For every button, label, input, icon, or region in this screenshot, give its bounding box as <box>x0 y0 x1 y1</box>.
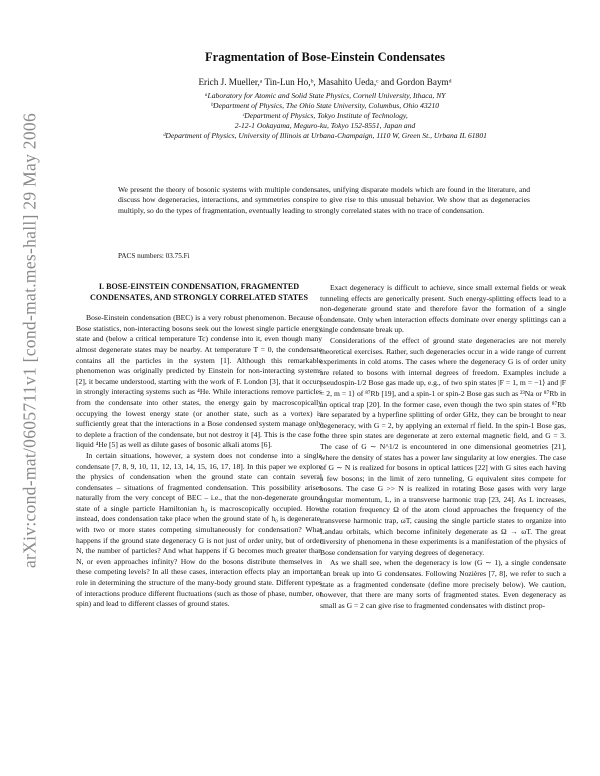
paragraph: Exact degeneracy is difficult to achieve, since small external fields or weak tunneling effects are generically present. Such energy-splitting effects lead to a non-degenerate ground state and therefore favor the formation of a single condensate. Only when interaction effects dominate over energy splittings can a single condensate break up. <box>320 283 566 335</box>
paragraph: As we shall see, when the degeneracy is low (G ∼ 1), a single condensate can break up into G condensates. Following Nozières [7, 8], we refer to such a state as a fragmented condensate (define more precisely below). We caution, however, that there are many sorts of fragmented states. Even degeneracy as small as G = 2 can give rise to fragmented condensates with distinct prop- <box>320 558 566 610</box>
affiliation-tokyo-address: 2-12-1 Ookayama, Meguro-ku, Tokyo 152-8551, Japan and <box>234 121 416 130</box>
paragraph: Bose-Einstein condensation (BEC) is a very robust phenomenon. Because of Bose statistics, non-interacting bosons seek out the lowest single particle energy state and (below a critical temperature Tc) condense into it, even though many almost degenerate states may be nearby. At temperature T = 0, the condensate contains all the particles in the system [1]. Although this remarkable phenomenon was originally predicted by Einstein for non-interacting systems [2], it became understood, starting with the work of F. London [3], that it occurs in strongly interacting systems such as ⁴He. While interactions remove particles from the condensate into other states, the energy gain by macroscopically occupying the lowest energy state (or another state, such as a vortex) is sufficiently great that the interactions in a Bose condensed system manage only to deplete a fraction of the condensate, but not destroy it [4]. This is the case for liquid ⁴He [5] as well as dilute gases of bosonic alkali atoms [6]. <box>76 313 322 450</box>
paragraph: Considerations of the effect of ground state degeneracies are not merely theoretical exercises. Rather, such degeneracies occur in a wide range of current experiments in cold atoms. The cases where the degeneracy G is of order unity are related to bosons with internal degrees of freedom. Examples include a pseudospin-1/2 Bose gas made up, e.g., of two spin states |F = 1, m = −1⟩ and |F = 2, m = 1⟩ of ⁸⁷Rb [19], and a spin-1 or spin-2 Bose gas such as ²³Na or ⁸⁷Rb in an optical trap [20]. In the former case, even though the two spin states of ⁸⁷Rb are separated by a hyperfine splitting of order GHz, they can be brought to near degeneracy, with G = 2, by applying an external rf field. In the spin-1 Bose gas, the three spin states are degenerate at zero external magnetic field, and G = 3. The case of G ∼ N^1/2 is encountered in one dimensional geometries [21], where the density of states has a power law singularity at low energies. The case of G ∼ N is realized for bosons in optical lattices [22] with G sites each having a few bosons; in the limit of zero tunneling, G equivalent sites compete for bosons. The case G >> N is realized in rotating Bose gases with very large angular momentum, L, in a transverse harmonic trap [23, 24]. As L increases, the rotation frequency Ω of the atom cloud approaches the frequency of the transverse harmonic trap, ωT, causing the single particle states to organize into Landau orbitals, which become infinitely degenerate as Ω → ωT. The great diversity of phenomena in these experiments is a manifestation of the physics of Bose condensation for varying degrees of degeneracy. <box>320 335 566 557</box>
paper-title: Fragmentation of Bose-Einstein Condensates <box>205 50 445 64</box>
arxiv-identifier: arXiv:cond-mat/0605711v1 [cond-mat.mes-hall] 29 May 2006 <box>19 113 40 569</box>
affiliation-ohio-state: ᵇDepartment of Physics, The Ohio State University, Columbus, Ohio 43210 <box>210 101 440 110</box>
arxiv-sidebar-stamp <box>10 40 50 660</box>
paragraph: In certain situations, however, a system does not condense into a single condensate [7, 8, 9, 10, 11, 12, 13, 14, 15, 16, 17, 18]. In this paper we explore the physics of condensation when the ground state can contain several condensates – situations of fragmented condensation. This possibility arises naturally from the very concept of BEC – i.e., that the non-degenerate ground state of a single particle Hamiltonian h₀ is macroscopically occupied. How, instead, does condensation take place when the ground state of h₀ is degenerate, with two or more states competing simultaneously for condensation? What happens if the ground state degeneracy G is not just of order unity, but of order N, the number of particles? And what happens if G becomes much greater than N, or even approaches infinity? How do the bosons distribute themselves in these competing levels? In all these cases, interaction effects play an important role in determining the structure of the many-body ground state. Different types of interactions produce different fluctuations (such as those of phase, number, or spin) and lead to different classes of ground states. <box>76 450 322 609</box>
pacs-numbers: PACS numbers: 03.75.Fi <box>118 252 190 260</box>
section-heading: I. BOSE-EINSTEIN CONDENSATION, FRAGMENTED CONDENSATES, AND STRONGLY CORRELATED STATES <box>89 282 309 302</box>
right-column <box>320 283 566 611</box>
affiliation-illinois: ᵈDepartment of Physics, University of Illinois at Urbana-Champaign, 1110 W, Green St., Urbana IL 61801 <box>163 131 487 140</box>
affiliation-cornell: ᵃLaboratory for Atomic and Solid State Physics, Cornell University, Ithaca, NY <box>204 91 446 100</box>
abstract: We present the theory of bosonic systems with multiple condensates, unifying disparate models which are found in the literature, and discuss how degeneracies, interactions, and symmetries conspire to give rise to this unusual behavior. We show that as degeneracies multiply, so do the types of fragmentation, eventually leading to strongly correlated states with no trace of condensation. <box>118 185 530 215</box>
affiliation-tokyo-tech: ᶜDepartment of Physics, Tokyo Institute of Technology, <box>242 111 408 120</box>
author-list: Erich J. Mueller,ᵃ Tin-Lun Ho,ᵇ, Masahito Ueda,ᶜ and Gordon Baymᵈ <box>198 77 452 87</box>
left-column <box>76 282 322 610</box>
